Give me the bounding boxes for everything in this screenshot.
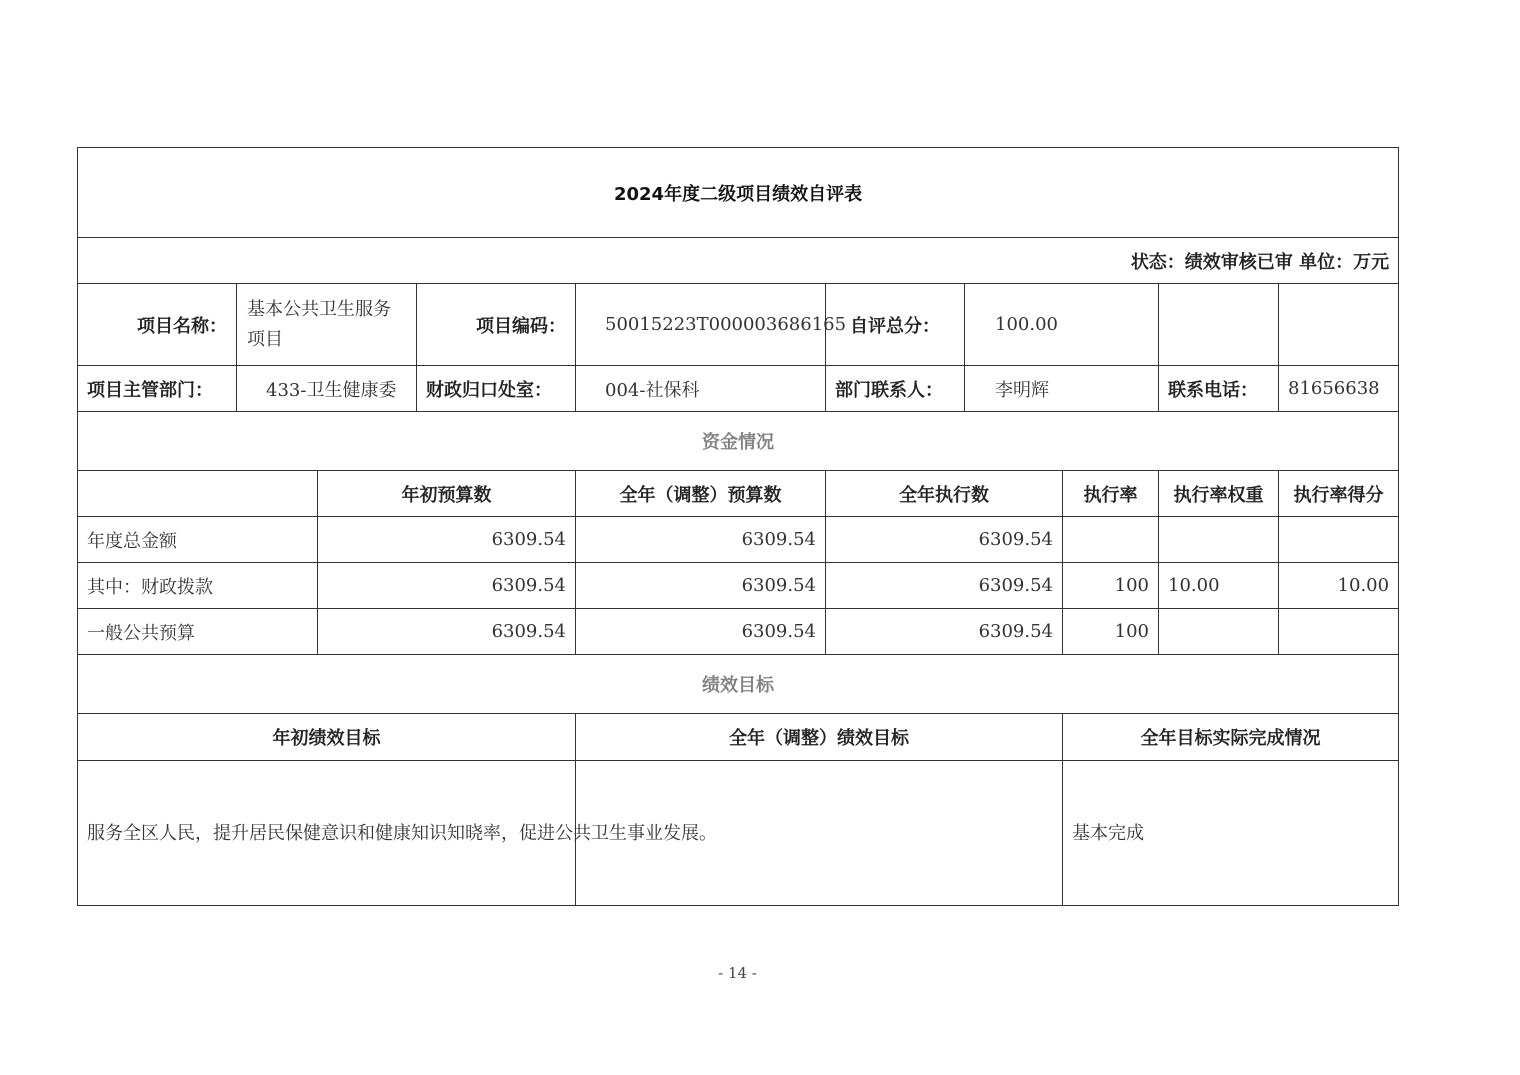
funds-header-row bbox=[78, 471, 1399, 517]
funds-initial-budget: 6309.54 bbox=[318, 517, 576, 563]
goals-header-actual: 全年目标实际完成情况 bbox=[1063, 714, 1399, 761]
project-name-label: 项目名称： bbox=[78, 284, 237, 366]
actual-completion-text: 基本完成 bbox=[1063, 761, 1399, 906]
funds-rate bbox=[1063, 517, 1159, 563]
funds-rate: 100 bbox=[1063, 563, 1159, 609]
funds-section-title: 资金情况 bbox=[78, 412, 1399, 471]
status-line: 状态：绩效审核已审 单位：万元 bbox=[78, 238, 1399, 284]
funds-row-label: 年度总金额 bbox=[78, 517, 318, 563]
phone-label: 联系电话： bbox=[1159, 366, 1279, 412]
page-title: 2024年度二级项目绩效自评表 bbox=[78, 148, 1399, 238]
funds-executed: 6309.54 bbox=[826, 563, 1063, 609]
department-value: 433-卫生健康委 bbox=[237, 366, 417, 412]
funds-row bbox=[78, 563, 1399, 609]
funds-adjusted-budget: 6309.54 bbox=[576, 563, 826, 609]
project-code-label: 项目编码： bbox=[417, 284, 576, 366]
funds-adjusted-budget: 6309.54 bbox=[576, 517, 826, 563]
funds-header-rate: 执行率 bbox=[1063, 471, 1159, 517]
funds-header-weight: 执行率权重 bbox=[1159, 471, 1279, 517]
funds-header-blank bbox=[78, 471, 318, 517]
funds-executed: 6309.54 bbox=[826, 609, 1063, 655]
funds-weight: 10.00 bbox=[1159, 563, 1279, 609]
goals-content-row bbox=[78, 761, 1399, 906]
funds-row-label: 其中：财政拨款 bbox=[78, 563, 318, 609]
phone-value: 81656638 bbox=[1279, 366, 1399, 412]
funds-adjusted-budget: 6309.54 bbox=[576, 609, 826, 655]
score-label: 自评总分： bbox=[826, 284, 965, 366]
goals-header-initial: 年初绩效目标 bbox=[78, 714, 576, 761]
department-label: 项目主管部门： bbox=[78, 366, 237, 412]
finance-office-value: 004-社保科 bbox=[576, 366, 826, 412]
funds-header-initial: 年初预算数 bbox=[318, 471, 576, 517]
funds-header-score: 执行率得分 bbox=[1279, 471, 1399, 517]
funds-header-adjusted: 全年（调整）预算数 bbox=[576, 471, 826, 517]
page-number: - 14 - bbox=[718, 964, 757, 982]
funds-row bbox=[78, 609, 1399, 655]
empty-cell bbox=[1279, 284, 1399, 366]
project-code-value: 50015223T000003686165 bbox=[576, 284, 826, 366]
goals-header-row bbox=[78, 714, 1399, 761]
score-value: 100.00 bbox=[965, 284, 1159, 366]
project-name-value: 基本公共卫生服务项目 bbox=[237, 284, 417, 366]
funds-score: 10.00 bbox=[1279, 563, 1399, 609]
project-info-row bbox=[78, 284, 1399, 366]
funds-row-label: 一般公共预算 bbox=[78, 609, 318, 655]
contact-label: 部门联系人： bbox=[826, 366, 965, 412]
funds-rate: 100 bbox=[1063, 609, 1159, 655]
performance-table bbox=[77, 147, 1399, 906]
initial-goal-text: 服务全区人民，提升居民保健意识和健康知识知晓率，促进公共卫生事业发展。 bbox=[78, 761, 576, 906]
department-info-row bbox=[78, 366, 1399, 412]
empty-cell bbox=[1159, 284, 1279, 366]
contact-value: 李明辉 bbox=[965, 366, 1159, 412]
funds-weight bbox=[1159, 609, 1279, 655]
funds-row bbox=[78, 517, 1399, 563]
funds-weight bbox=[1159, 517, 1279, 563]
funds-initial-budget: 6309.54 bbox=[318, 609, 576, 655]
funds-score bbox=[1279, 517, 1399, 563]
funds-initial-budget: 6309.54 bbox=[318, 563, 576, 609]
funds-header-executed: 全年执行数 bbox=[826, 471, 1063, 517]
goals-section-title: 绩效目标 bbox=[78, 655, 1399, 714]
funds-executed: 6309.54 bbox=[826, 517, 1063, 563]
funds-score bbox=[1279, 609, 1399, 655]
finance-office-label: 财政归口处室： bbox=[417, 366, 576, 412]
goals-header-adjusted: 全年（调整）绩效目标 bbox=[576, 714, 1063, 761]
